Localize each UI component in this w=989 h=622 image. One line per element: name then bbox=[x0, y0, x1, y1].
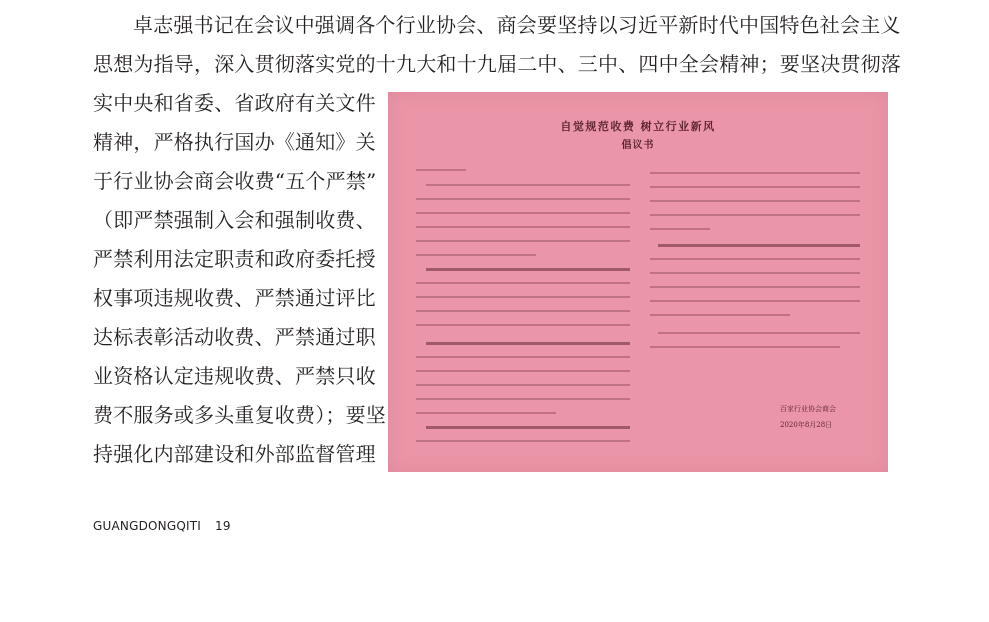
photo-text-line bbox=[416, 356, 630, 358]
photo-text-line bbox=[650, 272, 860, 274]
photo-text-line bbox=[650, 228, 710, 230]
article-column-line: （即严禁强制入会和强制收费、 bbox=[93, 208, 376, 232]
photo-text-line bbox=[650, 186, 860, 188]
photo-text-line bbox=[658, 244, 860, 247]
photo-text-line bbox=[416, 310, 630, 312]
article-column-line: 于行业协会商会收费“五个严禁” bbox=[93, 169, 377, 193]
photo-text-line bbox=[416, 370, 630, 372]
photo-text-line bbox=[650, 314, 790, 316]
page-footer bbox=[93, 519, 231, 533]
article-column-line: 精神，严格执行国办《通知》关 bbox=[93, 130, 376, 154]
photo-text-line bbox=[416, 296, 630, 298]
article-column-line: 严禁利用法定职责和政府委托授 bbox=[93, 247, 376, 271]
photo-text-line bbox=[426, 184, 630, 186]
photo-document-title: 自觉规范收费 树立行业新风 bbox=[560, 120, 716, 133]
article-column-line: 实中央和省委、省政府有关文件 bbox=[93, 91, 376, 115]
photo-text-line bbox=[416, 384, 630, 386]
article-column-line: 业资格认定违规收费、严禁只收 bbox=[93, 364, 376, 388]
photo-text-line bbox=[658, 332, 860, 334]
photo-document-subtitle: 倡议书 bbox=[621, 140, 655, 151]
photo-signature-org: 百家行业协会商会 bbox=[780, 405, 836, 413]
photo-text-line bbox=[416, 398, 630, 400]
photo-text-line bbox=[416, 198, 630, 200]
photo-text-line bbox=[416, 282, 630, 284]
photo-signature-date: 2020年8月28日 bbox=[780, 421, 833, 429]
photo-text-line bbox=[416, 212, 630, 214]
photo-text-line bbox=[426, 268, 630, 271]
photo-text-line bbox=[416, 324, 630, 326]
photo-text-line bbox=[650, 258, 860, 260]
article-column-line: 达标表彰活动收费、严禁通过职 bbox=[93, 325, 376, 349]
photo-text-line bbox=[416, 240, 630, 242]
proposal-document-photo bbox=[388, 92, 888, 472]
photo-text-line bbox=[650, 214, 860, 216]
photo-text-line bbox=[416, 254, 536, 256]
page-number: 19 bbox=[214, 519, 231, 533]
photo-text-line bbox=[426, 426, 630, 429]
article-column-line: 持强化内部建设和外部监督管理 bbox=[93, 442, 376, 466]
photo-text-line bbox=[650, 300, 860, 302]
photo-text-line bbox=[426, 342, 630, 345]
photo-text-line bbox=[416, 440, 630, 442]
photo-text-line bbox=[416, 169, 466, 171]
photo-text-line bbox=[650, 286, 860, 288]
photo-text-line bbox=[650, 172, 860, 174]
photo-text-line bbox=[650, 346, 840, 348]
article-column-line: 权事项违规收费、严禁通过评比 bbox=[93, 286, 376, 310]
article-line-1: 卓志强书记在会议中强调各个行业协会、商会要坚持以习近平新时代中国特色社会主义 bbox=[133, 13, 901, 37]
publication-name: GUANGDONGQITI bbox=[93, 519, 201, 533]
photo-text-line bbox=[416, 226, 630, 228]
article-line-2: 思想为指导，深入贯彻落实党的十九大和十九届二中、三中、四中全会精神；要坚决贯彻落 bbox=[93, 52, 901, 76]
photo-text-line bbox=[650, 200, 860, 202]
photo-text-line bbox=[416, 412, 556, 414]
article-column-line: 费不服务或多头重复收费）；要坚 bbox=[93, 403, 386, 427]
